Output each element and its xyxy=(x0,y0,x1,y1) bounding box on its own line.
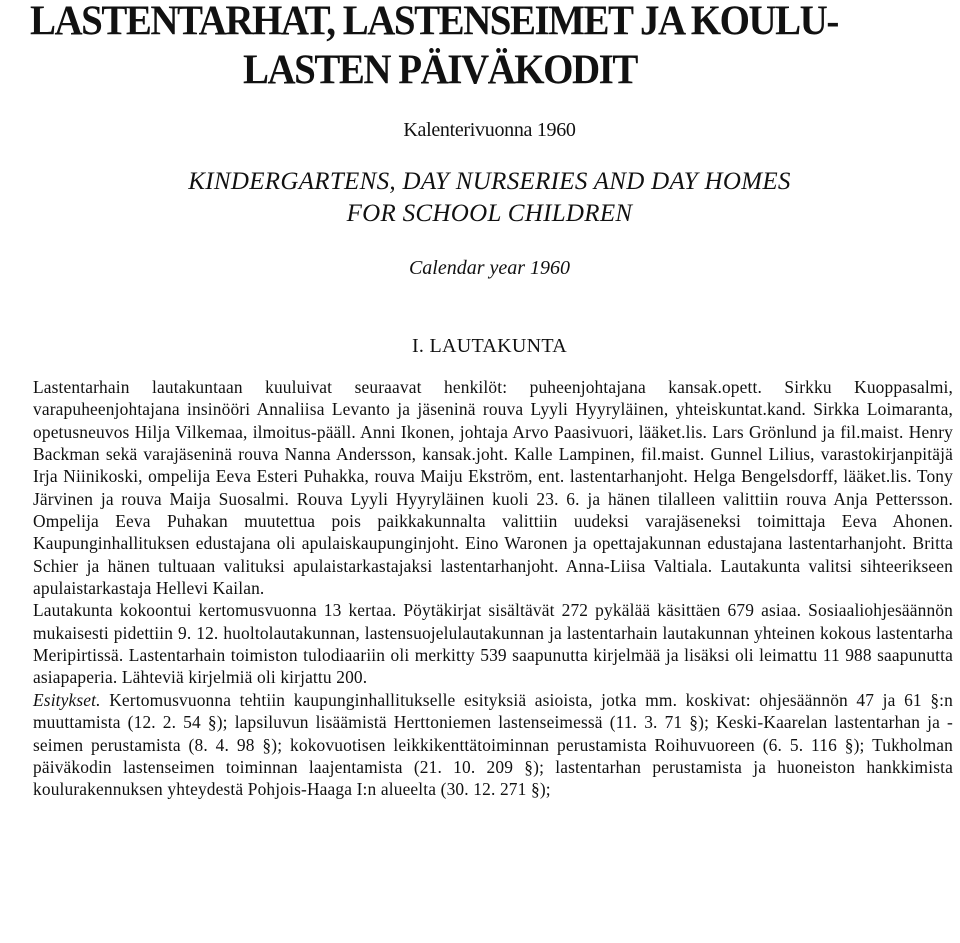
paragraph-3-lead: Esitykset. xyxy=(33,689,101,710)
subtitle-english: Calendar year 1960 xyxy=(408,257,571,279)
paragraph-meetings xyxy=(33,599,953,688)
paragraph-3-text: Kertomusvuonna tehtiin kaupunginhallitukselle esityksiä asioista, jotka mm. koskivat: ohjesäännön 47 ja 61 §:n muuttamista (12. 2. 54 §); lapsiluvun lisäämistä Herttoniemen lastenseimessä (11. 3. 71 §); Keski-Kaarelan lastentarhan ja -seimen perustamista (8. 4. 98 §); kokovuotisen leikkikenttätoiminnan perustamista Roihuvuoreen (6. 5. 116 §); Tukholman päiväkodin lastenseimen toiminnan laajentamista (21. 10. 209 §); lastentarhan perustamista ja huoneiston hankkimista koulurakennuksen yhteydestä Pohjois-Haaga I:n alueelta (30. 12. 271 §); xyxy=(33,689,953,800)
paragraph-committee-members xyxy=(33,376,953,599)
paragraph-1-text: Lastentarhain lautakuntaan kuuluivat seuraavat henkilöt: puheenjohtajana kansak.opett. Sirkku Kuoppasalmi, varapuheenjohtajana insinööri Annaliisa Levanto ja jäseninä rouva Lyyli Hyyryläinen, yhteiskuntat.kand. Sirkka Loimaranta, opetusneuvos Hilja Vilkemaa, ilmoitus-pääll. Anni Ikonen, johtaja Arvo Paasivuori, lääket.lis. Lars Grönlund ja fil.maist. Henry Backman sekä varajäseninä rouva Nanna Andersson, kansak.joht. Kalle Lampinen, fil.maist. Gunnel Lilius, varastokirjanpitäjä Irja Niinikoski, ompelija Eeva Esteri Puhakka, rouva Maiju Ekström, ent. lastentarhanjoht. Helga Bengelsdorff, lääket.lis. Tony Järvinen ja rouva Maija Suosalmi. Rouva Lyyli Hyyryläinen kuoli 23. 6. ja hänen tilalleen valittiin rouva Anja Pettersson. Ompelija Eeva Puhakan muutettua pois paikkakunnalta valittiin uudeksi varajäseneksi toimittaja Eeva Ahonen. Kaupunginhallituksen edustajana oli apulaiskaupunginjoht. Eino Waronen ja opettajakunnan edustajana lastentarhanjoht. Britta Schier ja hänen tultuaan valituksi apulaistarkastajaksi lastentarhanjoht. Anna-Liisa Valtiala. Lautakunta valitsi sihteerikseen apulaistarkastaja Hellevi Kailan. xyxy=(33,377,953,599)
english-title-line-1: KINDERGARTENS, DAY NURSERIES AND DAY HOMES xyxy=(188,168,791,195)
paragraph-2-text: Lautakunta kokoontui kertomusvuonna 13 kertaa. Pöytäkirjat sisältävät 272 pykälää käsittäen 679 asiaa. Sosiaaliohjesäännön mukaisesti pidettiin 9. 12. huoltolautakunnan, lastensuojelulautakunnan ja lastentarhain lautakunnan yhteinen kokous lastentarha Meripirtissä. Lastentarhain toimiston tulodiaariin oli merkitty 539 saapunutta kirjelmää ja lisäksi oli leimattu 11 988 saapunutta asiapaperia. Lähteviä kirjelmiä oli kirjattu 200. xyxy=(33,600,953,688)
main-title-line-1: LASTENTARHAT, LASTENSEIMET JA KOULU- xyxy=(30,0,838,45)
body-text xyxy=(33,376,953,801)
main-title-line-2: LASTEN PÄIVÄKODIT xyxy=(243,46,637,94)
english-title-line-2: FOR SCHOOL CHILDREN xyxy=(346,200,633,227)
paragraph-proposals xyxy=(33,689,953,801)
section-heading: I. LAUTAKUNTA xyxy=(411,335,568,357)
subtitle-finnish: Kalenterivuonna 1960 xyxy=(403,119,576,141)
